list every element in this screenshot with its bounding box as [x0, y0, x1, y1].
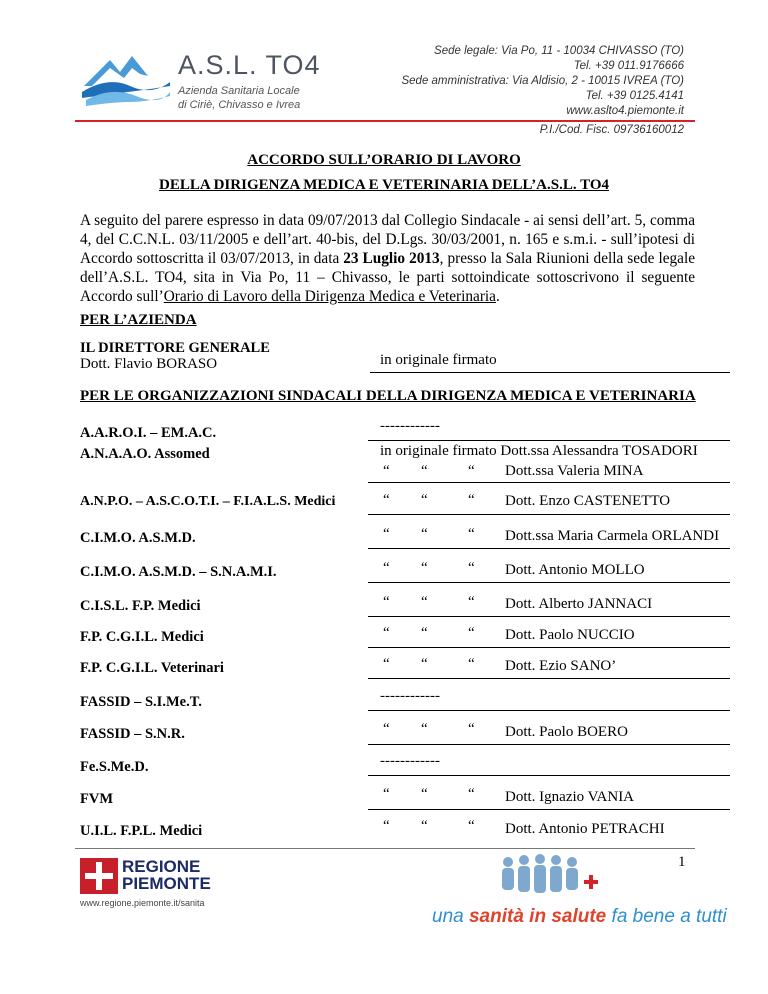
ditto-mark: “	[468, 492, 475, 508]
section-azienda: PER L’AZIENDA	[80, 312, 197, 328]
union-signature: in originale firmato Dott.ssa Alessandra TOSADORI	[380, 443, 698, 459]
ditto-mark: “	[468, 526, 475, 542]
logo-subtitle	[178, 84, 300, 112]
union-signature: Dott. Ezio SANO’	[505, 658, 617, 674]
region-logo-text	[122, 858, 211, 892]
logo-sub-line: Azienda Sanitaria Locale	[178, 85, 300, 97]
ditto-mark: “	[383, 786, 390, 802]
union-org: A.A.R.O.I. – EM.A.C.	[80, 425, 217, 441]
address-line: Sede amministrativa: Via Aldisio, 2 - 10015 IVREA (TO)	[401, 75, 684, 87]
union-org: FASSID – S.N.R.	[80, 726, 185, 742]
doc-title-1: ACCORDO SULL’ORARIO DI LAVORO	[247, 152, 521, 168]
ditto-mark: “	[421, 786, 428, 802]
union-signature: Dott.ssa Maria Carmela ORLANDI	[505, 528, 720, 544]
union-org: F.P. C.G.I.L. Veterinari	[80, 660, 224, 676]
director-role: IL DIRETTORE GENERALE	[80, 340, 270, 356]
ditto-mark: “	[421, 656, 428, 672]
signature-line	[368, 809, 730, 810]
ditto-mark: “	[468, 594, 475, 610]
signature-line	[368, 616, 730, 617]
ditto-mark: “	[383, 463, 390, 479]
footer-divider	[75, 848, 695, 849]
ditto-mark: “	[421, 818, 428, 834]
ditto-mark: “	[421, 625, 428, 641]
region-line: REGIONE	[122, 857, 201, 876]
signature-line	[368, 582, 730, 583]
union-org: U.I.L. F.P.L. Medici	[80, 823, 203, 839]
logo-sub-line: di Ciriè, Chivasso e Ivrea	[178, 99, 301, 111]
intro-end: .	[495, 288, 500, 305]
intro-date: 23 Luglio 2013	[343, 250, 440, 267]
slogan-part: sanità in salute	[468, 906, 607, 927]
cross-icon	[85, 873, 113, 879]
union-org: C.I.M.O. A.S.M.D. – S.N.A.M.I.	[80, 564, 277, 580]
ditto-mark: “	[383, 526, 390, 542]
vat-number: P.I./Cod. Fisc. 09736160012	[539, 124, 684, 136]
union-signature: Dott. Alberto JANNACI	[505, 596, 653, 612]
ditto-mark: “	[468, 818, 475, 834]
ditto-mark: “	[383, 594, 390, 610]
signature-line	[368, 482, 730, 483]
intro-paragraph	[80, 211, 695, 306]
signature-line	[368, 678, 730, 679]
section-unions: PER LE ORGANIZZAZIONI SINDACALI DELLA DIRIGENZA MEDICA E VETERINARIA	[80, 388, 696, 404]
doc-title-2: DELLA DIRIGENZA MEDICA E VETERINARIA DELL’A.S.L. TO4	[159, 177, 609, 193]
ditto-mark: “	[383, 656, 390, 672]
signature-line	[368, 440, 730, 441]
intro-text: , presso la Sala Riunioni della sede legale dell’A.S.L. TO4, sita in Via Po, 11 – Chivasso, le parti sottoindicate sottoscrivono il seguente Accordo sull’	[80, 250, 696, 305]
signature-line	[368, 775, 730, 776]
intro-text: A seguito del parere espresso in data 09/07/2013 dal Collegio Sindacale - ai sensi dell’art. 5, comma 4, del C.C.N.L. 03/11/2005 e dell’art. 40-bis, del D.Lgs. 30/03/2001, n. 165 e s.m.i. - sull’ipotesi di Accordo sottoscritta il 03/07/2013, in data	[80, 212, 695, 267]
address-line: Tel. +39 0125.4141	[585, 90, 684, 102]
union-org: FASSID – S.I.Me.T.	[80, 694, 202, 710]
union-signature: Dott. Ignazio VANIA	[505, 789, 635, 805]
union-org: A.N.A.A.O. Assomed	[80, 446, 210, 462]
union-org: FVM	[80, 791, 114, 807]
address-line: Sede legale: Via Po, 11 - 10034 CHIVASSO (TO)	[434, 45, 684, 57]
ditto-mark: “	[383, 721, 390, 737]
ditto-mark: “	[468, 463, 475, 479]
ditto-mark: “	[383, 625, 390, 641]
union-signature: Dott. Paolo BOERO	[505, 724, 628, 740]
address-line: Tel. +39 011.9176666	[573, 60, 684, 72]
ditto-mark: “	[468, 786, 475, 802]
signature-line	[370, 372, 730, 373]
page-number: 1	[678, 854, 686, 870]
ditto-mark: “	[421, 526, 428, 542]
ditto-mark: “	[468, 625, 475, 641]
ditto-mark: “	[421, 492, 428, 508]
signature-line	[368, 710, 730, 711]
ditto-mark: “	[421, 594, 428, 610]
footer-slogan	[432, 906, 727, 928]
region-url[interactable]: www.regione.piemonte.it/sanita	[80, 898, 205, 908]
union-signature: Dott. Enzo CASTENETTO	[505, 493, 671, 509]
signature-line	[368, 744, 730, 745]
slogan-part: una	[432, 906, 469, 927]
union-org: A.N.P.O. – A.S.C.O.T.I. – F.I.A.L.S. Medici	[80, 494, 336, 509]
signature-line	[368, 548, 730, 549]
union-org: C.I.M.O. A.S.M.D.	[80, 530, 196, 546]
ditto-mark: “	[468, 656, 475, 672]
director-signature: in originale firmato	[380, 352, 497, 368]
people-crowd-icon	[490, 850, 600, 900]
header-divider	[75, 120, 695, 122]
union-signature: ------------	[380, 688, 440, 704]
ditto-mark: “	[383, 492, 390, 508]
union-org: C.I.S.L. F.P. Medici	[80, 598, 201, 614]
signature-line	[368, 647, 730, 648]
slogan-part: fa bene a tutti	[606, 906, 727, 927]
ditto-mark: “	[421, 560, 428, 576]
ditto-mark: “	[468, 721, 475, 737]
signature-line	[368, 514, 730, 515]
ditto-mark: “	[421, 721, 428, 737]
union-signature: ------------	[380, 753, 440, 769]
union-signature: Dott. Antonio PETRACHI	[505, 821, 665, 837]
header-address	[401, 44, 684, 119]
union-signature-2: Dott.ssa Valeria MINA	[505, 463, 644, 479]
union-signature: Dott. Antonio MOLLO	[505, 562, 645, 578]
union-signature: ------------	[380, 418, 440, 434]
union-signature: Dott. Paolo NUCCIO	[505, 627, 635, 643]
website-link[interactable]: www.aslto4.piemonte.it	[566, 105, 684, 117]
region-line: PIEMONTE	[122, 874, 211, 893]
ditto-mark: “	[383, 818, 390, 834]
ditto-mark: “	[421, 463, 428, 479]
union-org: F.P. C.G.I.L. Medici	[80, 629, 204, 645]
union-org: Fe.S.Me.D.	[80, 759, 149, 775]
ditto-mark: “	[468, 560, 475, 576]
logo-title: A.S.L. TO4	[178, 50, 321, 80]
ditto-mark: “	[383, 560, 390, 576]
asl-logo-icon	[80, 46, 172, 108]
intro-underlined: Orario di Lavoro della Dirigenza Medica e Veterinaria	[163, 288, 496, 305]
director-name: Dott. Flavio BORASO	[80, 356, 218, 372]
